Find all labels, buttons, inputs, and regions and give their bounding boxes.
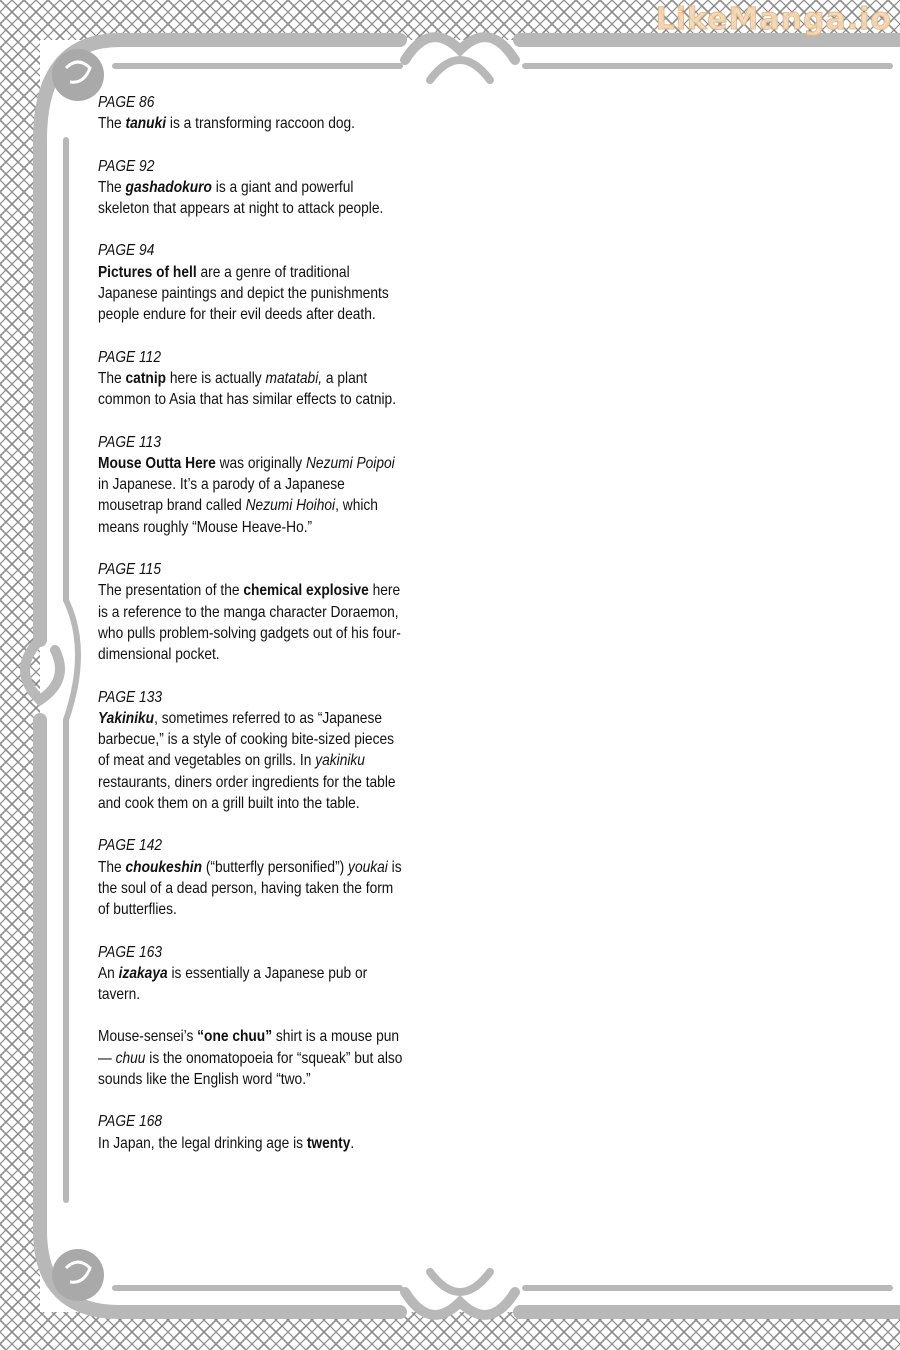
glossary-entry [98, 347, 408, 411]
term: Yakiniku [98, 709, 155, 727]
page-label: PAGE 112 [98, 348, 161, 366]
text-run: The presentation of the [98, 582, 244, 600]
text-run: shirt is a mouse pun— [98, 1028, 400, 1067]
term: youkai [348, 858, 388, 876]
text-run: is a transforming raccoon dog. [166, 115, 355, 133]
text-run: An [98, 964, 119, 982]
text-run: here is a reference to the manga character Doraemon, who pulls problem-solving gadgets out of his four-dimensional pocket. [98, 582, 401, 664]
text-run: In Japan, the legal drinking age is [98, 1134, 307, 1152]
glossary-entry [98, 432, 408, 538]
note-text [98, 708, 408, 814]
term: gashadokuro [125, 178, 212, 196]
text-run: is the onomatopoeia for “squeak” but also sounds like the English word “two.” [98, 1049, 403, 1088]
note-text [98, 262, 408, 326]
glossary-entry [98, 1026, 408, 1090]
text-run: (“butterfly personified”) [201, 858, 349, 876]
note-text [98, 1026, 408, 1090]
text-run: Mouse-sensei’s [98, 1028, 198, 1046]
page-label: PAGE 142 [98, 837, 163, 855]
term: choukeshin [125, 858, 202, 876]
page-label: PAGE 86 [98, 94, 155, 111]
term: twenty [306, 1134, 351, 1152]
text-run: The [98, 369, 126, 387]
term: chemical explosive [243, 582, 369, 600]
glossary-entry [98, 559, 408, 665]
page-label: PAGE 92 [98, 157, 155, 175]
text-run: is a giant and powerful skeleton that appears at night to attack people. [98, 178, 384, 218]
note-text [98, 177, 408, 220]
glossary-entry [98, 92, 408, 135]
term: chuu [115, 1049, 146, 1067]
glossary-entry [98, 1111, 408, 1154]
page-label: PAGE 163 [98, 943, 163, 961]
term: Nezumi Poipoi [305, 454, 395, 472]
text-run: is the soul of a dead person, having taken the form of butterflies. [98, 858, 402, 919]
page-label: PAGE 113 [98, 433, 161, 451]
text-run: in Japanese. It’s a parody of a Japanese mousetrap brand called [98, 476, 345, 515]
term: catnip [125, 369, 167, 387]
term: Nezumi Hoihoi [245, 497, 336, 515]
text-run: is essentially a Japanese pub or tavern. [98, 964, 368, 1004]
text-run: restaurants, diners order ingredients for the table and cook them on a grill built into the table. [98, 773, 396, 813]
glossary-notes [98, 92, 408, 1175]
page-label: PAGE 115 [98, 561, 161, 579]
text-run: a plant common to Asia that has similar effects to catnip. [98, 369, 397, 409]
term: yakiniku [315, 752, 365, 770]
note-text [98, 1133, 408, 1154]
text-run: . [350, 1134, 355, 1152]
glossary-entry [98, 156, 408, 220]
term: Mouse Outta Here [98, 454, 216, 472]
text-run: , which means roughly “Mouse Heave-Ho.” [98, 497, 378, 536]
watermark-logo: LikeManga.io [655, 2, 892, 37]
text-run: The [98, 858, 126, 876]
glossary-entry [98, 835, 408, 920]
note-text [98, 113, 408, 134]
glossary-entry [98, 687, 408, 815]
note-text [98, 580, 408, 665]
term: “one chuu” [197, 1028, 273, 1046]
note-text [98, 453, 408, 538]
term: matatabi, [265, 369, 323, 387]
text-run: The [98, 115, 126, 133]
term: izakaya [118, 964, 168, 982]
term: tanuki [125, 115, 167, 133]
page-label: PAGE 133 [98, 688, 163, 706]
text-run: , sometimes referred to as “Japanese barbecue,” is a style of cooking bite-sized pieces of meat and vegetables on grills. In [98, 709, 395, 770]
glossary-entry [98, 942, 408, 1006]
text-run: The [98, 178, 126, 196]
text-run: was originally [215, 454, 306, 472]
text-run: are a genre of traditional Japanese paintings and depict the punishments people endure for their evil deeds after death. [98, 263, 389, 324]
text-run: here is actually [166, 369, 266, 387]
note-text [98, 963, 408, 1006]
note-text [98, 368, 408, 411]
term: Pictures of hell [98, 263, 197, 281]
page-label: PAGE 94 [98, 242, 155, 260]
page-label: PAGE 168 [98, 1113, 163, 1131]
note-text [98, 857, 408, 921]
glossary-entry [98, 240, 408, 325]
